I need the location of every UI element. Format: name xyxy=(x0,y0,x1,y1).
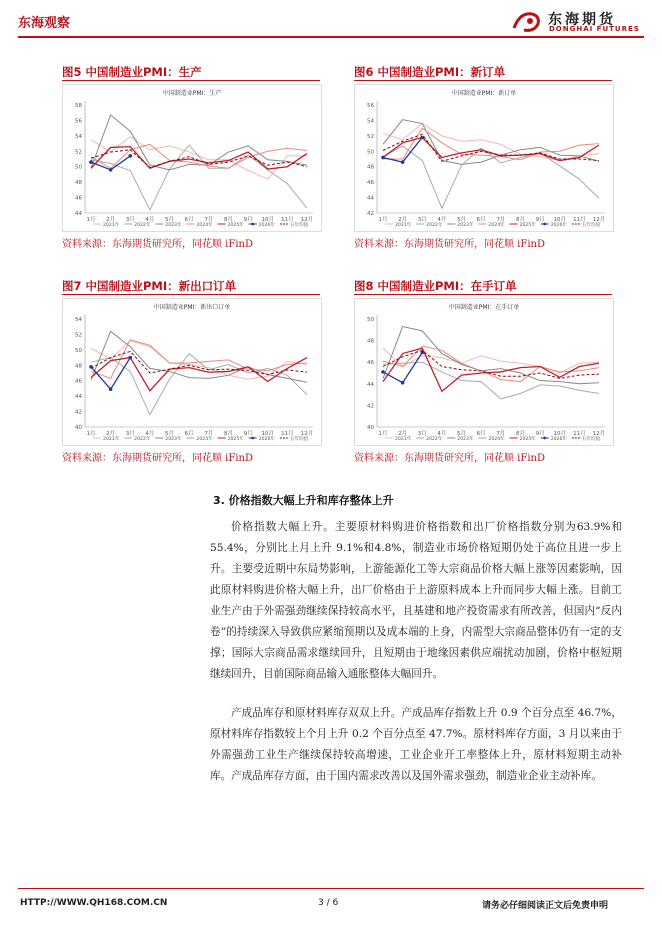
x-tick-label: 9月 xyxy=(535,217,545,223)
y-tick-label: 44 xyxy=(367,195,374,202)
x-tick-label: 9月 xyxy=(243,431,253,437)
x-tick-label: 10月 xyxy=(261,431,274,437)
x-tick-label: 2月 xyxy=(106,431,116,437)
y-tick-label: 46 xyxy=(367,360,374,367)
legend-label: 五年均值 xyxy=(581,223,601,228)
header-title: 东海观察 xyxy=(18,16,71,31)
x-tick-label: 4月 xyxy=(145,431,155,437)
legend-label: 2022年 xyxy=(426,223,443,228)
x-tick-label: 4月 xyxy=(437,431,447,437)
x-tick-label: 12月 xyxy=(592,431,606,437)
logo-en: DONGHAI FUTURES xyxy=(549,25,640,33)
chart-pmi-new-export-orders xyxy=(62,298,322,446)
chart-pmi-new-orders xyxy=(354,84,614,232)
x-tick-label: 10月 xyxy=(553,217,566,223)
series-point-2026 xyxy=(381,370,385,374)
series-point-2026 xyxy=(381,156,385,160)
series-line-2021年 xyxy=(91,137,307,179)
x-tick-label: 12月 xyxy=(300,431,314,437)
y-tick-label: 48 xyxy=(75,363,82,370)
legend-label: 五年均值 xyxy=(289,437,309,442)
y-tick-label: 54 xyxy=(75,133,82,140)
series-point-2026 xyxy=(89,160,93,164)
x-tick-label: 5月 xyxy=(165,431,175,437)
figure-7-source: 资料来源：东海期货研究所，同花顺 iFinD xyxy=(62,453,253,464)
chart-inner-title: 中国制造业PMI：在手订单 xyxy=(448,304,520,311)
x-tick-label: 11月 xyxy=(573,217,586,223)
figure-8-title: 图8 中国制造业PMI：在手订单 xyxy=(354,279,517,293)
legend-marker xyxy=(543,223,546,226)
y-tick-label: 54 xyxy=(367,118,374,125)
series-point-2026 xyxy=(128,356,132,360)
legend-label: 五年均值 xyxy=(289,223,309,228)
y-tick-label: 50 xyxy=(367,149,374,156)
legend-label: 2023年 xyxy=(165,223,182,228)
figure-8-source: 资料来源：东海期货研究所，同花顺 iFinD xyxy=(354,453,545,464)
x-tick-label: 2月 xyxy=(398,217,408,223)
y-tick-label: 44 xyxy=(367,381,374,388)
x-tick-label: 3月 xyxy=(417,217,427,223)
x-tick-label: 10月 xyxy=(553,431,566,437)
legend-label: 2026年 xyxy=(550,223,568,228)
y-tick-label: 46 xyxy=(75,195,82,202)
x-tick-label: 9月 xyxy=(243,217,253,223)
x-tick-label: 6月 xyxy=(476,431,486,437)
y-tick-label: 46 xyxy=(75,378,82,385)
legend-label: 2024年 xyxy=(196,223,213,228)
x-tick-label: 5月 xyxy=(457,431,467,437)
x-tick-label: 6月 xyxy=(476,217,486,223)
legend-label: 2025年 xyxy=(519,223,536,228)
x-tick-label: 7月 xyxy=(496,431,506,437)
series-line-2022年 xyxy=(91,145,307,210)
y-tick-label: 58 xyxy=(75,103,82,109)
legend-label: 五年均值 xyxy=(581,437,601,442)
legend-label: 2025年 xyxy=(227,437,244,442)
x-tick-label: 5月 xyxy=(165,217,175,223)
x-tick-label: 2月 xyxy=(398,431,408,437)
x-tick-label: 4月 xyxy=(437,217,447,223)
figure-6-source: 资料来源：东海期货研究所，同花顺 iFinD xyxy=(354,239,545,250)
legend-label: 2026年 xyxy=(258,437,276,442)
y-tick-label: 56 xyxy=(75,118,82,125)
x-tick-label: 7月 xyxy=(204,431,214,437)
footer-url[interactable]: HTTP://WWW.QH168.COM.CN xyxy=(20,898,168,908)
header-divider xyxy=(18,36,644,38)
y-tick-label: 40 xyxy=(367,425,374,431)
figure-6-title: 图6 中国制造业PMI：新订单 xyxy=(354,65,506,79)
y-tick-label: 40 xyxy=(75,425,82,431)
y-tick-label: 54 xyxy=(75,317,82,323)
y-tick-label: 44 xyxy=(75,394,82,401)
logo-emblem-icon xyxy=(510,8,546,36)
series-point-2026 xyxy=(109,168,113,172)
x-tick-label: 1月 xyxy=(86,431,96,437)
x-tick-label: 3月 xyxy=(125,431,135,437)
legend-marker xyxy=(251,437,254,440)
legend-label: 2025年 xyxy=(519,437,536,442)
legend-label: 2021年 xyxy=(103,223,120,228)
x-tick-label: 1月 xyxy=(86,217,96,223)
y-tick-label: 52 xyxy=(75,332,82,339)
figure-6-rule xyxy=(354,80,612,81)
legend-label: 2021年 xyxy=(395,437,412,442)
x-tick-label: 4月 xyxy=(145,217,155,223)
figure-8-rule xyxy=(354,294,612,295)
figure-5-rule xyxy=(62,80,320,81)
y-tick-label: 50 xyxy=(367,317,374,323)
y-tick-label: 48 xyxy=(367,164,374,171)
x-tick-label: 1月 xyxy=(378,217,388,223)
legend-label: 2023年 xyxy=(165,437,182,442)
x-tick-label: 3月 xyxy=(125,217,135,223)
y-tick-label: 42 xyxy=(367,211,374,217)
legend-label: 2023年 xyxy=(457,437,474,442)
chart-inner-title: 中国制造业PMI：新出口订单 xyxy=(153,304,231,311)
x-tick-label: 2月 xyxy=(106,217,116,223)
series-line-2021年 xyxy=(91,341,307,380)
x-tick-label: 7月 xyxy=(496,217,506,223)
x-tick-label: 11月 xyxy=(281,217,294,223)
series-point-2026 xyxy=(109,387,113,391)
y-tick-label: 52 xyxy=(75,149,82,156)
page-number: 3 / 6 xyxy=(318,898,339,908)
series-point-2026 xyxy=(401,381,405,385)
legend-marker xyxy=(543,437,546,440)
chart-pmi-production xyxy=(62,84,322,232)
x-tick-label: 5月 xyxy=(457,217,467,223)
legend-label: 2025年 xyxy=(227,223,244,228)
y-tick-label: 56 xyxy=(367,103,374,109)
series-point-2026 xyxy=(420,136,424,140)
x-tick-label: 6月 xyxy=(184,217,194,223)
series-point-2026 xyxy=(128,154,132,158)
y-tick-label: 48 xyxy=(367,338,374,345)
legend-marker xyxy=(251,223,254,226)
series-line-2022年 xyxy=(383,362,599,399)
logo-cn: 东海期货 xyxy=(548,12,616,28)
chart-pmi-backlog-orders xyxy=(354,298,614,446)
legend-label: 2022年 xyxy=(134,437,151,442)
x-tick-label: 3月 xyxy=(417,431,427,437)
y-tick-label: 50 xyxy=(75,164,82,171)
legend-label: 2024年 xyxy=(488,437,505,442)
chart-inner-title: 中国制造业PMI：生产 xyxy=(162,90,222,97)
legend-label: 2021年 xyxy=(395,223,412,228)
y-tick-label: 52 xyxy=(367,133,374,140)
legend-label: 2024年 xyxy=(488,223,505,228)
y-tick-label: 46 xyxy=(367,180,374,187)
x-tick-label: 10月 xyxy=(261,217,274,223)
legend-label: 2026年 xyxy=(550,437,568,442)
x-tick-label: 6月 xyxy=(184,431,194,437)
footer-divider xyxy=(18,888,644,889)
y-tick-label: 50 xyxy=(75,347,82,354)
x-tick-label: 8月 xyxy=(223,431,233,437)
x-tick-label: 11月 xyxy=(573,431,586,437)
legend-label: 2022年 xyxy=(134,223,151,228)
y-tick-label: 42 xyxy=(367,403,374,410)
y-tick-label: 48 xyxy=(75,180,82,187)
paragraph-inventory: 产成品库存和原材料库存双双上升。产成品库存指数上升 0.9 个百分点至 46.7%，原材料库存指数较上个月上升 0.2 个百分点至 47.7%。原材料库存方面，3 月以来由于外需强劲工业生产继续保持较高增速，工业企业开工率整体上升，原材料短期主动补库。产成品库存方面，由于国内需求改善以及国外需求强劲，制造业企业主动补库。 xyxy=(210,707,622,782)
figure-5-title: 图5 中国制造业PMI：生产 xyxy=(62,65,202,79)
x-tick-label: 7月 xyxy=(204,217,214,223)
x-tick-label: 8月 xyxy=(223,217,233,223)
legend-label: 2021年 xyxy=(103,437,120,442)
series-line-2026年 xyxy=(91,358,130,390)
y-tick-label: 44 xyxy=(75,211,82,217)
series-line-2023年 xyxy=(91,331,307,382)
x-tick-label: 8月 xyxy=(515,217,525,223)
section-heading: 3. 价格指数大幅上升和库存整体上升 xyxy=(213,494,394,507)
x-tick-label: 12月 xyxy=(592,217,606,223)
x-tick-label: 11月 xyxy=(281,431,294,437)
series-line-2022年 xyxy=(91,354,307,415)
figure-5-source: 资料来源：东海期货研究所，同花顺 iFinD xyxy=(62,239,253,250)
chart-inner-title: 中国制造业PMI：新订单 xyxy=(451,90,517,97)
paragraph-price-index: 价格指数大幅上升。主要原材料购进价格指数和出厂价格指数分别为63.9%和55.4%，分别比上月上升 9.1%和4.8%，制造业市场价格短期仍处于高位且进一步上升。主要受近期中东局势影响，上游能源化工等大宗商品价格大幅上涨等因素影响，因此原材料购进价格大幅上升，出厂价格由于上游原料成本上升而同步大幅上涨。目前工业生产由于外需强劲继续保持较高水平，且基建和地产投资需求有所改善，但国内“反内卷”的持续深入导致供应紧缩预期以及成本端的上身，内需型大宗商品整体仍有一定的支撑；国际大宗商品需求继续回升，且短期由于地缘因素供应端扰动加剧，价格中枢短期继续回升，目前国际商品输入通胀整体大幅回升。 xyxy=(210,521,622,680)
legend-label: 2026年 xyxy=(258,223,276,228)
y-tick-label: 42 xyxy=(75,409,82,416)
x-tick-label: 9月 xyxy=(535,431,545,437)
x-tick-label: 12月 xyxy=(300,217,314,223)
footer-disclaimer: 请务必仔细阅读正文后免责申明 xyxy=(482,901,609,911)
figure-7-rule xyxy=(62,294,320,295)
legend-label: 2023年 xyxy=(457,223,474,228)
x-tick-label: 1月 xyxy=(378,431,388,437)
series-point-2026 xyxy=(401,160,405,164)
x-tick-label: 8月 xyxy=(515,431,525,437)
figure-7-title: 图7 中国制造业PMI：新出口订单 xyxy=(62,279,237,293)
legend-label: 2024年 xyxy=(196,437,213,442)
legend-label: 2022年 xyxy=(426,437,443,442)
